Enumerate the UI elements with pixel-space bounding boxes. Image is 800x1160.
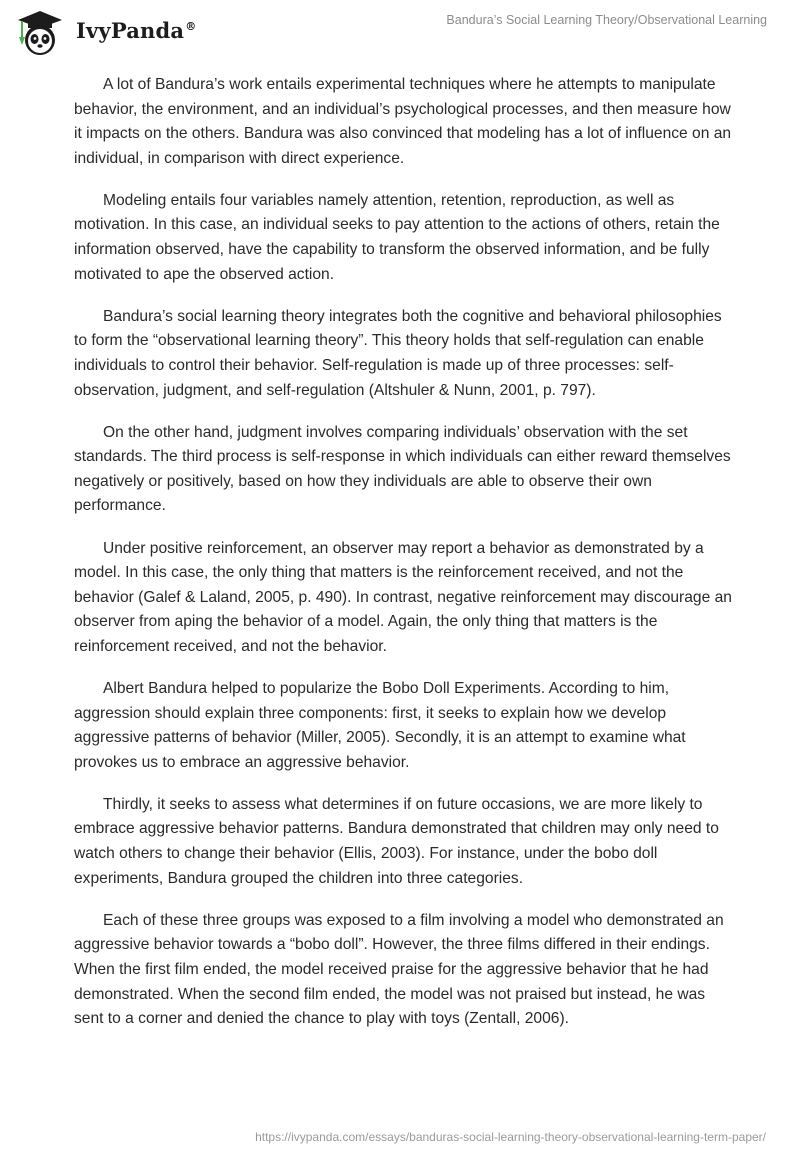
registered-mark: ® bbox=[185, 20, 197, 33]
page-header bbox=[0, 0, 800, 64]
paragraph: Each of these three groups was exposed to a film involving a model who demonstrated an aggressive behavior towards a “bobo doll”. However, the three films differed in their endings. When the first film ended, the model received praise for the aggressive behavior that he had demonstrated. When the second film ended, the model was not praised but instead, he was sent to a corner and denied the chance to play with toys (Zentall, 2006). bbox=[74, 911, 724, 1028]
paragraph: Albert Bandura helped to popularize the Bobo Doll Experiments. According to him, aggression should explain three components: first, it seeks to explain how we develop aggressive patterns of behavior (Miller, 2005). Secondly, it is an attempt to examine what provokes us to embrace an aggressive behavior. bbox=[74, 679, 686, 771]
paragraph: Modeling entails four variables namely attention, retention, reproduction, as well as motivation. In this case, an individual seeks to pay attention to the actions of others, retain the information observed, have the capability to transform the observed information, and be fully motivated to ape the observed action. bbox=[74, 191, 720, 283]
essay-body bbox=[74, 73, 734, 1049]
brand-name[interactable] bbox=[76, 18, 196, 43]
brand-text[interactable]: IvyPanda bbox=[76, 18, 185, 43]
paragraph: Thirdly, it seeks to assess what determines if on future occasions, we are more likely to embrace aggressive behavior patterns. Bandura demonstrated that children may only need to watch others to change their behavior (Ellis, 2003). For instance, under the bobo doll experiments, Bandura grouped the children into three categories. bbox=[74, 795, 719, 887]
paragraph: Under positive reinforcement, an observer may report a behavior as demonstrated by a model. In this case, the only thing that matters is the reinforcement received, and not the behavior (Galef & Laland, 2005, p. 490). In contrast, negative reinforcement may discourage an observer from aping the behavior of a model. Again, the only thing that matters is the reinforcement received, and not the behavior. bbox=[74, 539, 732, 655]
source-url[interactable]: https://ivypanda.com/essays/banduras-social-learning-theory-observational-learning-term-paper/ bbox=[255, 1130, 766, 1144]
paragraph: On the other hand, judgment involves comparing individuals’ observation with the set standards. The third process is self-response in which individuals can either reward themselves negatively or positively, based on how they individuals are able to observe their own performance. bbox=[74, 423, 731, 515]
paragraph: A lot of Bandura’s work entails experimental techniques where he attempts to manipulate behavior, the environment, and an individual’s psychological processes, and then measure how it impacts on the others. Bandura was also convinced that modeling has a lot of influence on an individual, in comparison with direct experience. bbox=[74, 76, 732, 167]
paragraph: Bandura’s social learning theory integrates both the cognitive and behavioral philosophies to form the “observational learning theory”. This theory holds that self-regulation can enable individuals to control their behavior. Self-regulation is made up of three processes: self-observation, judgment, and self-regulation (Altshuler & Nunn, 2001, p. 797). bbox=[74, 307, 722, 399]
document-title: Bandura’s Social Learning Theory/Observational Learning bbox=[446, 13, 767, 27]
panda-graduate-icon[interactable] bbox=[14, 7, 66, 59]
